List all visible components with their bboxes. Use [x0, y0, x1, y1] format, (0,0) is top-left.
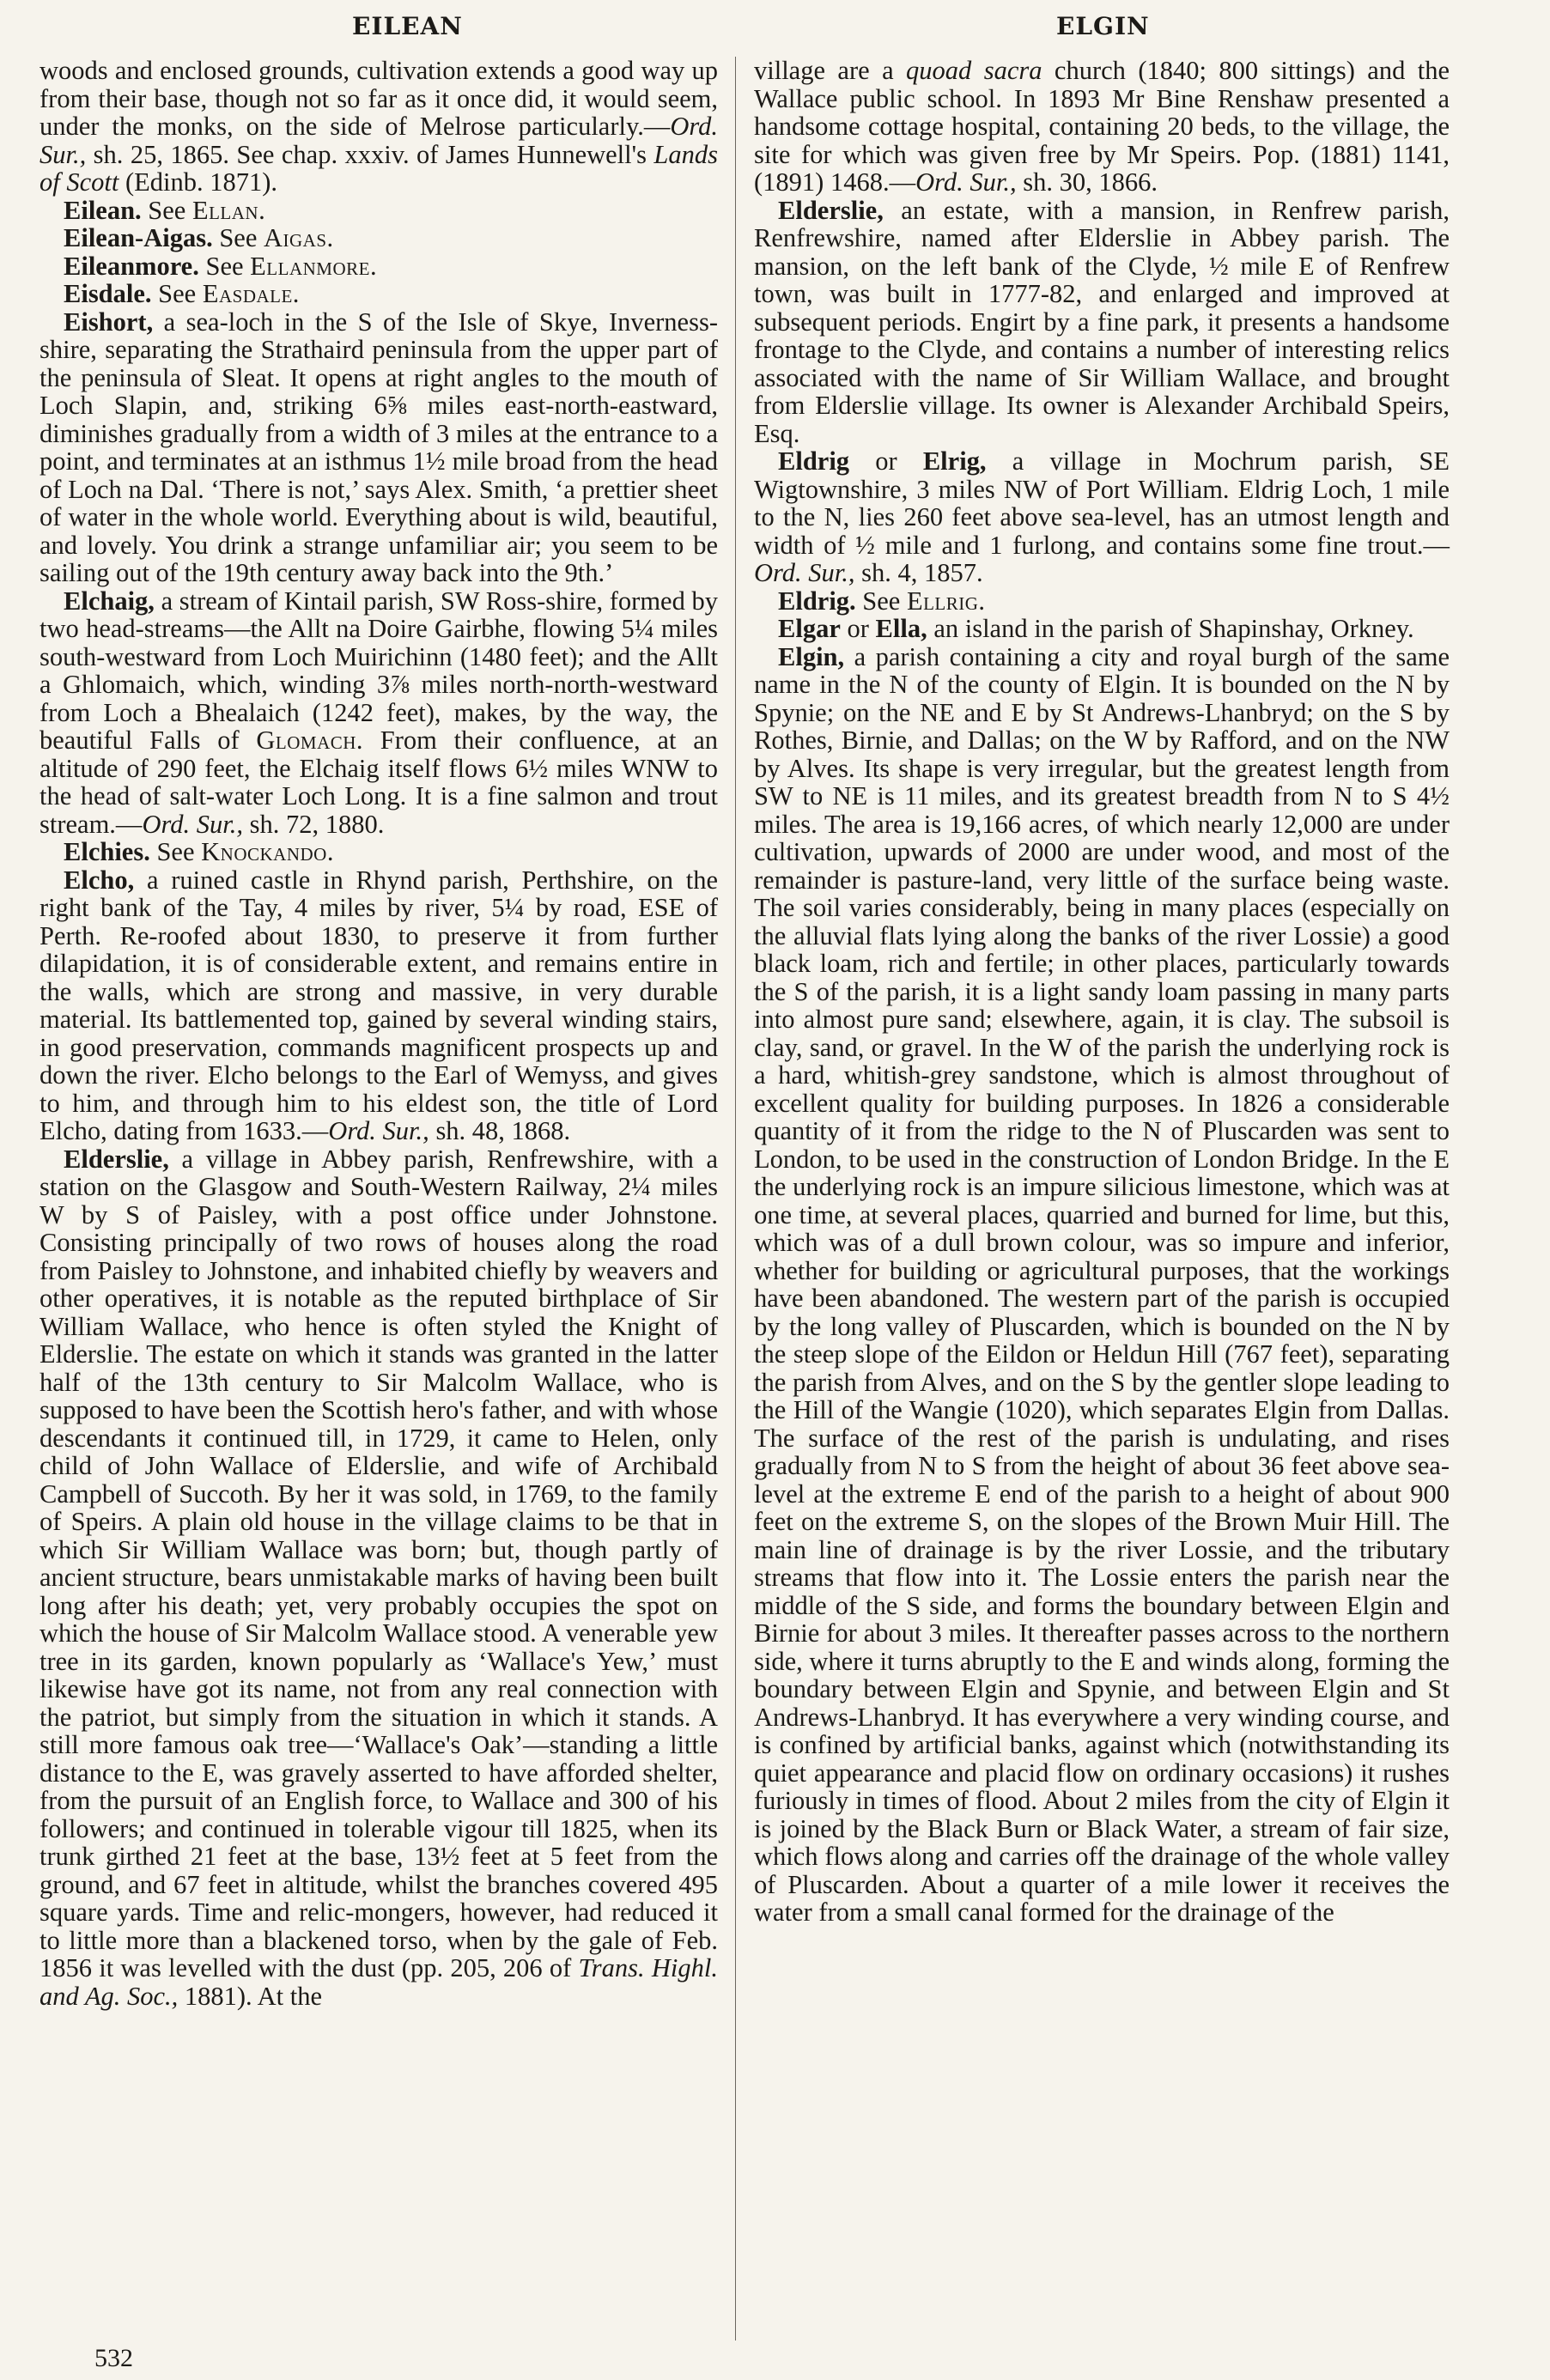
entry-eileanmore: Eileanmore. See Ellanmore. [64, 251, 378, 281]
entry-elcho: Elcho, a ruined castle in Rhynd parish, Perthshire, on the right bank of the Tay, 4 miles by river, 5¼ by road, ESE of Perth. Re-roofed about 1830, to preserve it from further dilapidation, it is of considerable extent, and remains entire in the walls, which are strong and massive, in very durable material. Its battlemented top, gained by several winding stairs, in good preservation, commands magnificent prospects up and down the river. Elcho belongs to the Earl of Wemyss, and gives to him, and through him to his eldest son, the title of Lord Elcho, dating from 1633.—Ord. Sur., sh. 48, 1868. [40, 865, 718, 1145]
running-head-right: ELGIN [1056, 12, 1150, 40]
entry-eishort: Eishort, a sea-loch in the S of the Isle of Skye, Inverness-shire, separating the Strathaird peninsula from the upper part of the peninsula of Sleat. It opens at right angles to the mouth of Loch Slapin, and, striking 6⅝ miles east-north-eastward, diminishes gradually from a width of 3 miles at the entrance to a point, and terminates at an isthmus 1½ mile broad from the head of Loch na Dal. ‘There is not,’ says Alex. Smith, ‘a prettier sheet of water in the whole world. Everything about is wild, beautiful, and lovely. You drink a strange unfamiliar air; you seem to be sailing out of the 19th century away back into the 9th.’ [40, 307, 718, 587]
entry-continuation: woods and enclosed grounds, cultivation extends a good way up from their base, though not so far as it once did, it would seem, under the monks, on the side of Melrose particularly.—Ord. Sur., sh. 25, 1865. See chap. xxxiv. of James Hunnewell's Lands of Scott (Edinb. 1871). [40, 56, 718, 197]
right-column [754, 57, 1450, 1927]
entry-eisdale: Eisdale. See Easdale. [64, 279, 300, 308]
entry-eilean-aigas: Eilean-Aigas. See Aigas. [64, 223, 334, 252]
entry-elderslie-estate: Elderslie, an estate, with a mansion, in Renfrew parish, Renfrewshire, named after Elderslie in Abbey parish. The mansion, on the left bank of the Clyde, ½ mile E of Renfrew town, was built in 1777-82, and enlarged and improved at subsequent periods. Engirt by a fine park, it presents a handsome frontage to the Clyde, and contains a number of interesting relics associated with the name of Sir William Wallace, and brought from Elderslie village. Its owner is Alexander Archibald Speirs, Esq. [754, 195, 1450, 448]
entry-eilean: Eilean. See Ellan. [64, 195, 266, 225]
running-head-left: EILEAN [352, 12, 463, 40]
column-divider [735, 57, 736, 2341]
entry-elchaig: Elchaig, a stream of Kintail parish, SW Ross-shire, formed by two head-streams—the Allt na Doire Gairbhe, flowing 5¼ miles south-westward from Loch Muirichinn (1480 feet); and the Allt a Ghlomaich, which, winding 3⅞ miles north-north-westward from Loch a Bhealaich (1242 feet), makes, by the way, the beautiful Falls of Glomach. From their confluence, at an altitude of 290 feet, the Elchaig itself flows 6½ miles WNW to the head of salt-water Loch Long. It is a fine salmon and trout stream.—Ord. Sur., sh. 72, 1880. [40, 586, 718, 839]
page-number: 532 [94, 2344, 133, 2372]
entry-eldrig: Eldrig or Elrig, a village in Mochrum parish, SE Wigtownshire, 3 miles NW of Port William. Eldrig Loch, 1 mile to the N, lies 260 feet above sea-level, has an utmost length and width of ½ mile and 1 furlong, and contains some fine trout.—Ord. Sur., sh. 4, 1857. [754, 446, 1450, 587]
left-column [40, 57, 718, 2010]
entry-elchies: Elchies. See Knockando. [64, 837, 334, 866]
entry-elderslie-village: Elderslie, a village in Abbey parish, Renfrewshire, with a station on the Glasgow and South-Western Railway, 2¼ miles W by S of Paisley, with a post office under Johnstone. Consisting principally of two rows of houses along the road from Paisley to Johnstone, and inhabited chiefly by weavers and other operatives, it is notable as the reputed birthplace of Sir William Wallace, who hence is often styled the Knight of Elderslie. The estate on which it stands was granted in the latter half of the 13th century to Sir Malcolm Wallace, who is supposed to have been the Scottish hero's father, and with whose descendants it continued till, in 1729, it came to Helen, only child of John Wallace of Elderslie, and wife of Archibald Campbell of Succoth. By her it was sold, in 1769, to the family of Speirs. A plain old house in the village claims to be that in which Sir William Wallace was born; but, though partly of ancient structure, bears unmistakable marks of having been built long after his death; yet, very probably occupies the spot on which the house of Sir Malcolm Wallace stood. A venerable yew tree in its garden, known popularly as ‘Wallace's Yew,’ must likewise have got its name, not from any real connection with the patriot, but simply from the situation in which it stands. A still more famous oak tree—‘Wallace's Oak’—standing a little distance to the E, was gravely asserted to have afforded shelter, from the pursuit of an English force, to Wallace and 300 of his followers; and continued in tolerable vigour till 1825, when its trunk girthed 21 feet at the base, 13½ feet at 5 feet from the ground, and 67 feet in altitude, whilst the branches covered 495 square yards. Time and relic-mongers, however, had reduced it to little more than a blackened torso, when by the gale of Feb. 1856 it was levelled with the dust (pp. 205, 206 of Trans. Highl. and Ag. Soc., 1881). At the [40, 1144, 718, 2011]
entry-eldrig-see: Eldrig. See Ellrig. [778, 586, 986, 616]
entry-elderslie-continued: village are a quoad sacra church (1840; 800 sittings) and the Wallace public school. In 1893 Mr Bine Renshaw presented a handsome cottage hospital, containing 20 beds, to the village, the site for which was given free by Mr Speirs. Pop. (1881) 1141, (1891) 1468.—Ord. Sur., sh. 30, 1866. [754, 56, 1450, 197]
entry-elgin: Elgin, a parish containing a city and royal burgh of the same name in the N of the county of Elgin. It is bounded on the N by Spynie; on the NE and E by St Andrews-Lhanbryd; on the S by Rothes, Birnie, and Dallas; on the W by Rafford, and on the NW by Alves. Its shape is very irregular, but the greatest length from SW to NE is 11 miles, and its greatest breadth from N to S 4½ miles. The area is 19,166 acres, of which nearly 12,000 are under cultivation, upwards of 2000 are under wood, and most of the remainder is pasture-land, very little of the surface being waste. The soil varies considerably, being in many places (especially on the alluvial flats lying along the banks of the river Lossie) a good black loam, rich and fertile; in other places, particularly towards the S of the parish, it is a light sandy loam passing in many parts into almost pure sand; elsewhere, again, it is clay. The subsoil is clay, sand, or gravel. In the W of the parish the underlying rock is a hard, whitish-grey sandstone, which is almost throughout of excellent quality for building purposes. In 1826 a considerable quantity of it from the ridge to the N of Pluscarden was sent to London, to be used in the construction of London Bridge. In the E the underlying rock is an impure silicious limestone, which was at one time, at several places, quarried and burned for lime, but this, which was of a dull brown colour, was so impure and inferior, whether for building or agricultural purposes, that the workings have been abandoned. The western part of the parish is occupied by the long valley of Pluscarden, which is bounded on the N by the steep slope of the Eildon or Heldun Hill (767 feet), separating the parish from Alves, and on the S by the gentler slope leading to the Hill of the Wangie (1020), which separates Elgin from Dallas. The surface of the rest of the parish is undulating, and rises gradually from N to S from the height of about 36 feet above sea-level at the extreme E end of the parish to a height of about 900 feet on the extreme S, on the slopes of the Brown Muir Hill. The main line of drainage is by the river Lossie, and the tributary streams that flow into it. The Lossie enters the parish near the middle of the S side, and forms the boundary between Elgin and Birnie for about 3 miles. It thereafter passes across to the northern side, where it turns abruptly to the E and winds along, forming the boundary between Elgin and Spynie, and between Elgin and St Andrews-Lhanbryd. It has everywhere a very winding course, and is confined by artificial banks, against which (notwithstanding its quiet appearance and placid flow on ordinary occasions) it rushes furiously in times of flood. About 2 miles from the city of Elgin it is joined by the Black Burn or Black Water, a stream of fair size, which flows along and carries off the drainage of the whole valley of Pluscarden. About a quarter of a mile lower it receives the water from a small canal formed for the drainage of the [754, 641, 1450, 1927]
entry-elgar: Elgar or Ella, an island in the parish of Shapinshay, Orkney. [778, 614, 1414, 643]
